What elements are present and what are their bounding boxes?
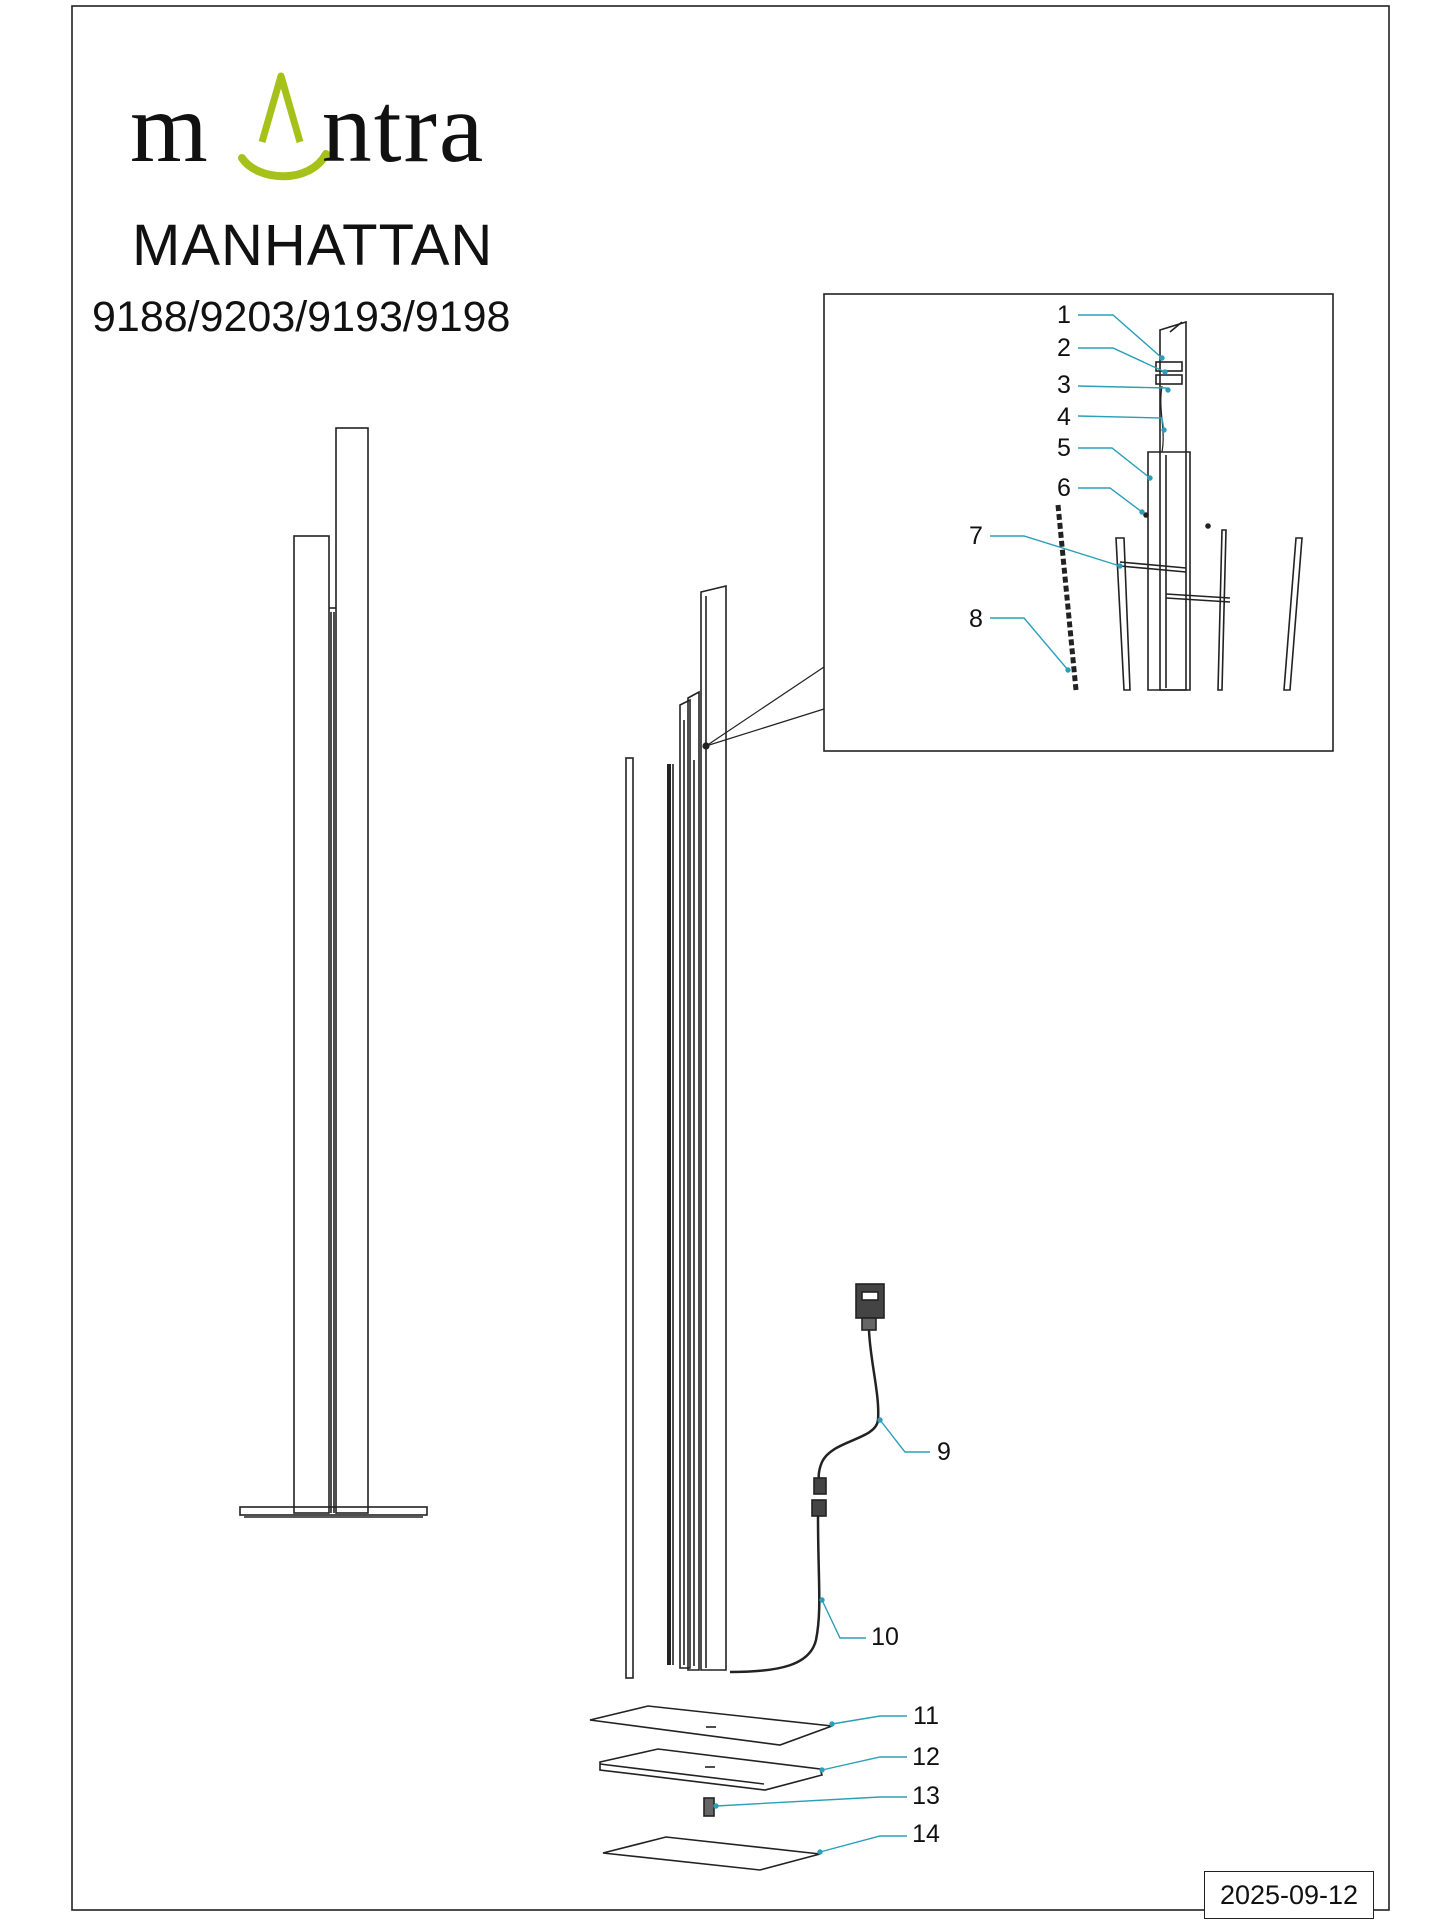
leader-dot-14 bbox=[818, 1850, 822, 1854]
brand-name-part2: ntra bbox=[321, 72, 486, 183]
base-connector bbox=[704, 1798, 714, 1816]
part-label: 13 bbox=[912, 1782, 940, 1810]
detail-callout-lines bbox=[703, 667, 824, 749]
leader-line-14 bbox=[820, 1836, 907, 1852]
document-date: 2025-09-12 bbox=[1204, 1871, 1374, 1919]
part-label: 6 bbox=[1057, 474, 1071, 502]
leader-dot-7 bbox=[1118, 564, 1122, 568]
part-label: 3 bbox=[1057, 371, 1071, 399]
leader-dot-12 bbox=[820, 1768, 824, 1772]
assembled-short-panel bbox=[294, 536, 329, 1513]
leader-dot-9 bbox=[878, 1418, 882, 1422]
part-labels bbox=[871, 301, 1071, 1848]
exploded-lamp bbox=[626, 586, 726, 1678]
leader-dot-1 bbox=[1160, 356, 1164, 360]
part-label: 2 bbox=[1057, 334, 1071, 362]
leader-dot-6 bbox=[1140, 510, 1144, 514]
assembled-tall-panel bbox=[336, 428, 368, 1513]
brand-name-part1: m bbox=[130, 72, 210, 183]
part-label: 12 bbox=[912, 1743, 940, 1771]
leader-lines bbox=[714, 315, 1170, 1854]
power-supply bbox=[730, 1284, 884, 1672]
part-label: 7 bbox=[969, 522, 983, 550]
leader-dot-3 bbox=[1166, 388, 1170, 392]
detail-box bbox=[824, 294, 1333, 751]
part-label: 4 bbox=[1057, 403, 1071, 431]
leader-line-4 bbox=[1078, 416, 1164, 430]
leader-line-3 bbox=[1078, 386, 1168, 390]
base-cover-plate bbox=[590, 1706, 832, 1745]
leader-dot-10 bbox=[820, 1598, 824, 1602]
leader-dot-4 bbox=[1162, 428, 1166, 432]
leader-dot-2 bbox=[1163, 370, 1167, 374]
leader-line-8 bbox=[990, 618, 1068, 670]
part-label: 8 bbox=[969, 605, 983, 633]
leader-line-11 bbox=[832, 1716, 907, 1724]
part-label: 14 bbox=[912, 1820, 940, 1848]
leader-line-5 bbox=[1078, 448, 1150, 478]
leader-line-10 bbox=[822, 1600, 866, 1638]
leader-dot-11 bbox=[830, 1722, 834, 1726]
product-title: MANHATTAN bbox=[132, 213, 494, 278]
part-label: 10 bbox=[871, 1623, 899, 1651]
product-codes: 9188/9203/9193/9198 bbox=[92, 293, 511, 341]
leader-dot-13 bbox=[714, 1804, 718, 1808]
base-weight-plate bbox=[600, 1749, 822, 1790]
part-label: 9 bbox=[937, 1438, 951, 1466]
part-label: 1 bbox=[1057, 301, 1071, 329]
leader-line-13 bbox=[716, 1797, 907, 1806]
part-label: 11 bbox=[913, 1702, 939, 1730]
base-parts bbox=[590, 1706, 832, 1870]
assembled-lamp bbox=[240, 428, 427, 1517]
leader-line-12 bbox=[822, 1757, 907, 1770]
leader-line-9 bbox=[880, 1420, 930, 1452]
page-frame bbox=[72, 6, 1389, 1910]
part-label: 5 bbox=[1057, 434, 1071, 462]
leader-line-2 bbox=[1078, 348, 1165, 372]
leader-dot-8 bbox=[1066, 668, 1070, 672]
leader-line-6 bbox=[1078, 488, 1142, 512]
brand-logo bbox=[130, 70, 485, 185]
leader-dot-5 bbox=[1148, 476, 1152, 480]
diffuser bbox=[626, 758, 633, 1678]
base-bottom-plate bbox=[603, 1837, 820, 1870]
leader-line-7 bbox=[990, 536, 1120, 566]
